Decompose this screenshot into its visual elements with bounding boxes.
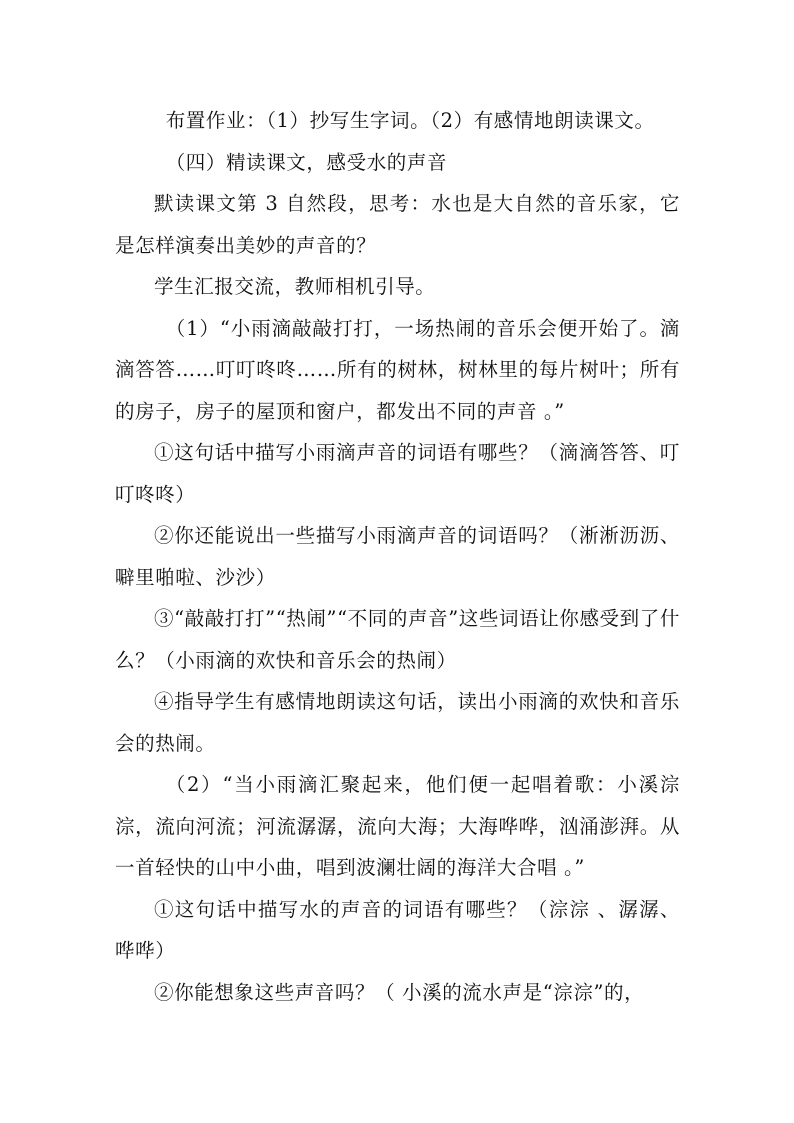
paragraph-question-1-2: ②你还能说出一些描写小雨滴声音的词语吗？（淅淅沥沥、噼里啪啦、沙沙） [115, 524, 680, 589]
paragraph-quote-2: （2）“当小雨滴汇聚起来，他们便一起唱着歌：小溪淙淙，流向河流；河流潺潺，流向大海；大海哗哗，汹涌澎湃。从一首轻快的山中小曲，唱到波澜壮阔的海洋大合唱 。” [115, 773, 680, 879]
document-body [115, 100, 680, 1013]
paragraph-quote-1: （1）“小雨滴敲敲打打，一场热闹的音乐会便开始了。滴滴答答……叮叮咚咚……所有的树林，树林里的每片树叶；所有的房子，房子的屋顶和窗户，都发出不同的声音 。” [115, 316, 680, 423]
paragraph-homework: 布置作业：（1）抄写生字词。（2）有感情地朗读课文。 [165, 109, 655, 132]
paragraph-question-2-1: ①这句话中描写水的声音的词语有哪些？（淙淙 、潺潺、哗哗） [115, 897, 680, 962]
paragraph-instruction: 默读课文第 3 自然段，思考：水也是大自然的音乐家，它是怎样演奏出美妙的声音的？ [115, 192, 680, 257]
paragraph-question-1-3: ③“敲敲打打”“热闹”“不同的声音”这些词语让你感受到了什么？（小雨滴的欢快和音乐会的热闹） [115, 607, 680, 672]
paragraph-question-2-2: ②你能想象这些声音吗？（ 小溪的流水声是“淙淙”的， [154, 980, 645, 1004]
paragraph-report: 学生汇报交流，教师相机引导。 [154, 275, 436, 298]
paragraph-question-1-4: ④指导学生有感情地朗读这句话，读出小雨滴的欢快和音乐会的热闹。 [115, 690, 680, 755]
section-heading: （四）精读课文，感受水的声音 [165, 150, 448, 174]
paragraph-question-1-1: ①这句话中描写小雨滴声音的词语有哪些？（滴滴答答、叮叮咚咚） [115, 441, 680, 506]
